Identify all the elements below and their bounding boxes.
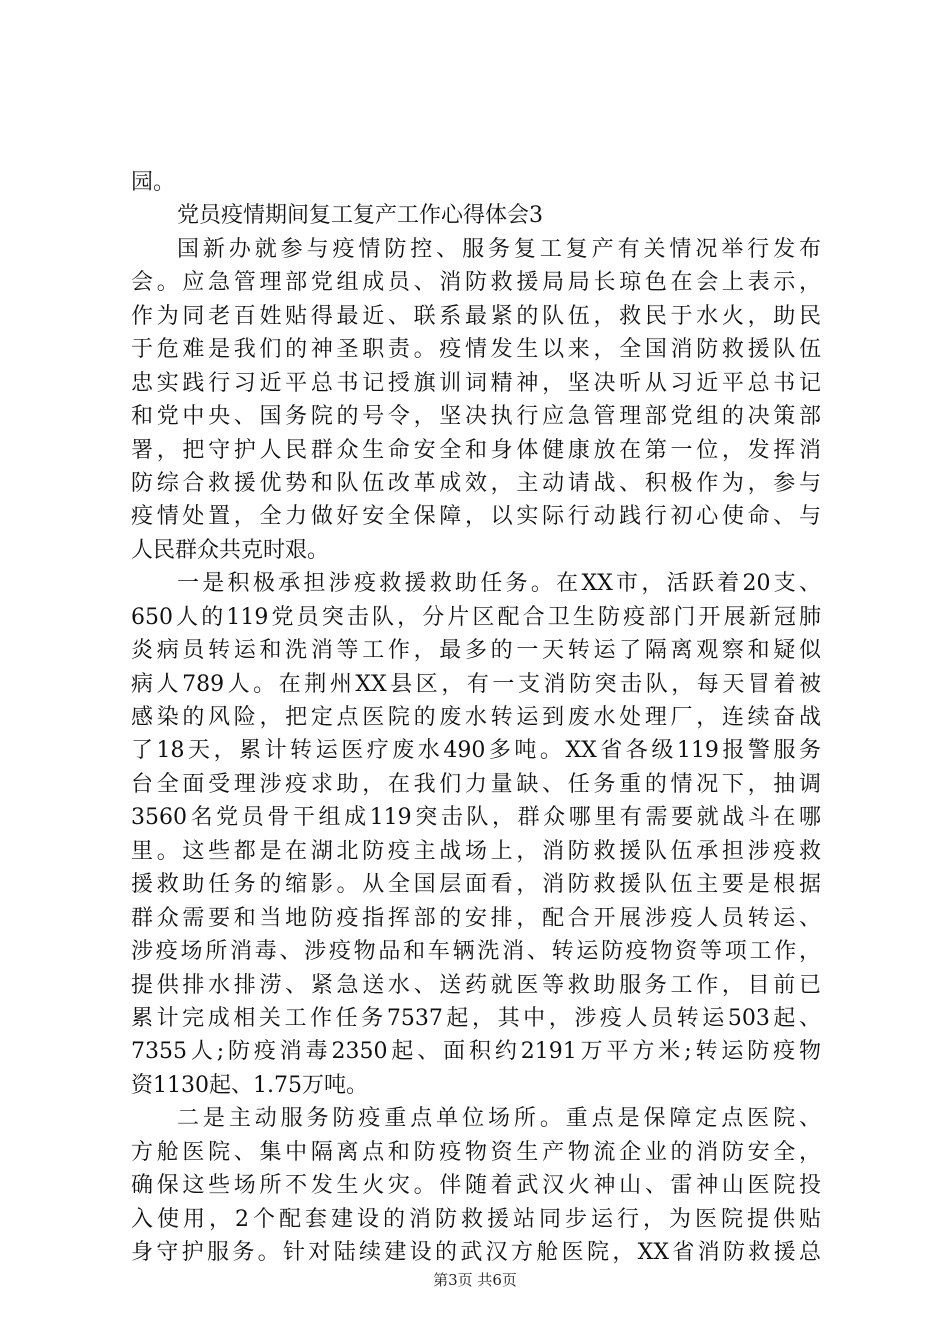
text-line: 方舱医院、集中隔离点和防疫物资生产物流企业的消防安全， — [131, 1139, 821, 1165]
text-line: 会。应急管理部党组成员、消防救援局局长琼色在会上表示， — [131, 270, 821, 296]
text-line: 二是主动服务防疫重点单位场所。重点是保障定点医院、 — [177, 1106, 821, 1132]
text-line: 7355人;防疫消毒2350起、面积约2191万平方米;转运防疫物 — [131, 1039, 821, 1065]
document-body — [131, 166, 821, 1269]
text-line: 累计完成相关工作任务7537起，其中，涉疫人员转运503起、 — [131, 1005, 821, 1031]
text-line: 了18天，累计转运医疗废水490多吨。XX省各级119报警服务 — [131, 738, 821, 764]
text-line: 忠实践行习近平总书记授旗训词精神，坚决听从习近平总书记 — [131, 370, 821, 396]
text-line: 于危难是我们的神圣职责。疫情发生以来，全国消防救援队伍 — [131, 337, 821, 363]
text-line: 园。 — [131, 170, 176, 195]
text-line: 入使用，2个配套建设的消防救援站同步运行，为医院提供贴 — [131, 1206, 821, 1232]
text-line: 资1130起、1.75万吨。 — [131, 1072, 368, 1098]
text-line: 防综合救援优势和队伍改革成效，主动请战、积极作为，参与 — [131, 470, 821, 496]
text-line: 提供排水排涝、紧急送水、送药就医等救助服务工作，目前已 — [131, 972, 821, 998]
text-line: 国新办就参与疫情防控、服务复工复产有关情况举行发布 — [177, 236, 821, 262]
text-line: 援救助任务的缩影。从全国层面看，消防救援队伍主要是根据 — [131, 872, 821, 898]
text-line: 感染的风险，把定点医院的废水转运到废水处理厂，连续奋战 — [131, 705, 821, 730]
text-line: 病人789人。在荆州XX县区，有一支消防突击队，每天冒着被 — [131, 671, 821, 697]
text-line: 台全面受理涉疫求助，在我们力量缺、任务重的情况下，抽调 — [131, 771, 821, 797]
text-line: 涉疫场所消毒、涉疫物品和车辆洗消、转运防疫物资等项工作， — [131, 939, 821, 965]
text-line: 确保这些场所不发生火灾。伴随着武汉火神山、雷神山医院投 — [131, 1173, 821, 1199]
text-line: 里。这些都是在湖北防疫主战场上，消防救援队伍承担涉疫救 — [131, 838, 821, 864]
text-line: 党员疫情期间复工复产工作心得体会3 — [177, 203, 543, 229]
text-line: 署，把守护人民群众生命安全和身体健康放在第一位，发挥消 — [131, 437, 821, 463]
text-line: 疫情处置，全力做好安全保障，以实际行动践行初心使命、与 — [131, 504, 821, 530]
text-line: 炎病员转运和洗消等工作，最多的一天转运了隔离观察和疑似 — [131, 638, 821, 664]
text-line: 3560名党员骨干组成119突击队，群众哪里有需要就战斗在哪 — [131, 805, 821, 831]
text-line: 和党中央、国务院的号令，坚决执行应急管理部党组的决策部 — [131, 404, 821, 430]
text-line: 一是积极承担涉疫救援救助任务。在XX市，活跃着20支、 — [177, 571, 821, 597]
text-line: 身守护服务。针对陆续建设的武汉方舱医院，XX省消防救援总 — [131, 1240, 821, 1265]
text-line: 650人的119党员突击队，分片区配合卫生防疫部门开展新冠肺 — [131, 604, 821, 630]
text-line: 人民群众共克时艰。 — [131, 537, 330, 563]
text-line: 群众需要和当地防疫指挥部的安排，配合开展涉疫人员转运、 — [131, 905, 821, 931]
text-line: 作为同老百姓贴得最近、联系最紧的队伍，救民于水火，助民 — [131, 303, 821, 329]
page-number-footer: 第3页 共6页 — [433, 1271, 517, 1289]
